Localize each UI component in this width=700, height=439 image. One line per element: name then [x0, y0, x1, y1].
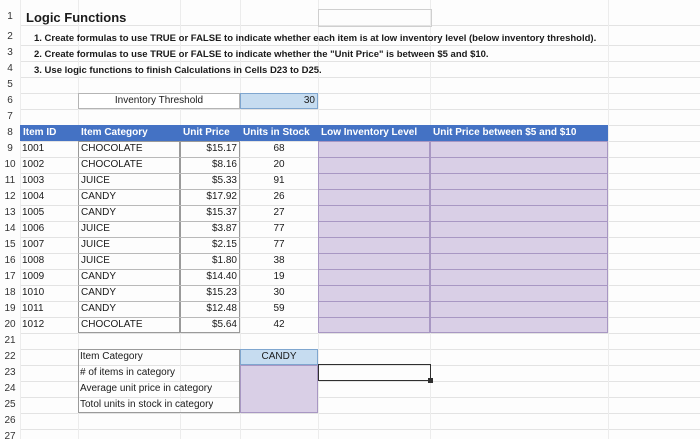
cell-unit-price[interactable]: $8.16: [211, 159, 237, 170]
cell-item-category[interactable]: CANDY: [81, 207, 117, 218]
row-number[interactable]: 10: [4, 159, 16, 170]
header-unit-price[interactable]: Unit Price: [180, 125, 240, 141]
row-gridline: [20, 333, 700, 334]
cell-units-in-stock[interactable]: 77: [273, 239, 285, 250]
row-number[interactable]: 20: [4, 319, 16, 330]
calc-label-average[interactable]: Average unit price in category: [80, 383, 213, 394]
cell-unit-price[interactable]: $3.87: [211, 223, 237, 234]
table-row-separator: [318, 285, 430, 286]
header-item-id[interactable]: Item ID: [20, 125, 78, 141]
row-number[interactable]: 5: [7, 79, 13, 90]
cell-units-in-stock[interactable]: 30: [273, 287, 285, 298]
table-row-separator: [180, 189, 240, 190]
cell-unit-price[interactable]: $5.64: [211, 319, 237, 330]
row-number[interactable]: 1: [7, 11, 13, 22]
table-row-separator: [430, 173, 608, 174]
calc-label-category[interactable]: Item Category: [80, 351, 143, 362]
cell-item-id[interactable]: 1003: [22, 175, 45, 186]
threshold-value: 30: [303, 95, 315, 106]
table-row-separator: [318, 189, 430, 190]
table-row-separator: [318, 317, 430, 318]
table-row-separator: [180, 269, 240, 270]
row-number[interactable]: 25: [4, 399, 16, 410]
cell-unit-price[interactable]: $12.48: [206, 303, 237, 314]
cell-units-in-stock[interactable]: 68: [273, 143, 285, 154]
cell-units-in-stock[interactable]: 91: [273, 175, 285, 186]
table-row-separator: [430, 301, 608, 302]
cell-item-category[interactable]: CHOCOLATE: [81, 159, 143, 170]
calculation-answer-range[interactable]: [240, 365, 318, 413]
table-row-separator: [318, 205, 430, 206]
sheet-title[interactable]: Logic Functions: [26, 10, 127, 25]
active-cell-selection[interactable]: [318, 364, 431, 381]
threshold-label-cell[interactable]: [78, 93, 240, 109]
row-number[interactable]: 23: [4, 367, 16, 378]
table-row-separator: [430, 189, 608, 190]
cell-item-id[interactable]: 1009: [22, 271, 45, 282]
row-gridline: [20, 429, 700, 430]
category-input-value: CANDY: [261, 351, 297, 362]
table-row-separator: [78, 317, 180, 318]
row-number[interactable]: 4: [7, 63, 13, 74]
row-number[interactable]: 2: [7, 31, 13, 42]
table-row-separator: [318, 253, 430, 254]
table-row-separator: [78, 173, 180, 174]
table-row-separator: [430, 221, 608, 222]
cell-item-category[interactable]: JUICE: [81, 223, 110, 234]
cell-item-id[interactable]: 1012: [22, 319, 45, 330]
header-price-between[interactable]: Unit Price between $5 and $10: [430, 125, 608, 141]
table-row-separator: [180, 301, 240, 302]
cell-units-in-stock[interactable]: 42: [273, 319, 285, 330]
cell-units-in-stock[interactable]: 38: [273, 255, 285, 266]
cell-units-in-stock[interactable]: 59: [273, 303, 285, 314]
cell-units-in-stock[interactable]: 19: [273, 271, 285, 282]
calc-label-total[interactable]: Totol units in stock in category: [80, 399, 214, 410]
table-row-separator: [430, 285, 608, 286]
table-row-separator: [180, 317, 240, 318]
row-gridline: [20, 413, 700, 414]
calc-label-count[interactable]: # of items in category: [80, 367, 176, 378]
row-gridline: [20, 109, 700, 110]
header-low-inventory[interactable]: Low Inventory Level: [318, 125, 430, 141]
cell-unit-price[interactable]: $15.23: [206, 287, 237, 298]
cell-item-id[interactable]: 1002: [22, 159, 45, 170]
table-row-separator: [180, 205, 240, 206]
instruction-2[interactable]: 2. Create formulas to use TRUE or FALSE to indicate whether the "Unit Price" is between $5 and $10.: [34, 49, 489, 60]
cell-item-id[interactable]: 1010: [22, 287, 45, 298]
table-row-separator: [78, 221, 180, 222]
cell-item-id[interactable]: 1001: [22, 143, 45, 154]
table-row-separator: [78, 285, 180, 286]
row-number[interactable]: 13: [4, 207, 16, 218]
row-number[interactable]: 3: [7, 47, 13, 58]
row-number[interactable]: 12: [4, 191, 16, 202]
cell-item-category[interactable]: JUICE: [81, 239, 110, 250]
table-row-separator: [78, 205, 180, 206]
row-number[interactable]: 22: [4, 351, 16, 362]
category-input-cell[interactable]: [240, 349, 318, 365]
table-row-separator: [318, 269, 430, 270]
cell-item-category[interactable]: CANDY: [81, 191, 117, 202]
row-number[interactable]: 15: [4, 239, 16, 250]
table-row-separator: [78, 157, 180, 158]
table-row-separator: [318, 173, 430, 174]
cell-item-id[interactable]: 1008: [22, 255, 45, 266]
table-row-separator: [430, 269, 608, 270]
cell-units-in-stock[interactable]: 20: [273, 159, 285, 170]
cell-item-id[interactable]: 1005: [22, 207, 45, 218]
cell-item-category[interactable]: CANDY: [81, 303, 117, 314]
threshold-value-cell[interactable]: [240, 93, 318, 109]
table-row-separator: [318, 237, 430, 238]
row-number[interactable]: 14: [4, 223, 16, 234]
table-row-separator: [180, 221, 240, 222]
cell-item-category[interactable]: CANDY: [81, 271, 117, 282]
row-number[interactable]: 19: [4, 303, 16, 314]
cell-item-id[interactable]: 1006: [22, 223, 45, 234]
table-row-separator: [180, 237, 240, 238]
cell-item-id[interactable]: 1007: [22, 239, 45, 250]
table-row-separator: [318, 157, 430, 158]
table-row-separator: [318, 221, 430, 222]
row-number[interactable]: 7: [7, 111, 13, 122]
cell-unit-price[interactable]: $17.92: [206, 191, 237, 202]
table-row-separator: [78, 269, 180, 270]
threshold-label: Inventory Threshold: [114, 95, 204, 106]
row-number[interactable]: 8: [7, 127, 13, 138]
fill-handle[interactable]: [428, 378, 433, 383]
table-row-separator: [180, 285, 240, 286]
header-item-category[interactable]: Item Category: [78, 125, 180, 141]
cell-units-in-stock[interactable]: 27: [273, 207, 285, 218]
table-row-separator: [78, 301, 180, 302]
cell-unit-price[interactable]: $15.17: [206, 143, 237, 154]
table-row-separator: [78, 189, 180, 190]
column-divider: [20, 0, 21, 439]
row-number[interactable]: 6: [7, 95, 13, 106]
row-number[interactable]: 26: [4, 415, 16, 426]
cell-unit-price[interactable]: $2.15: [211, 239, 237, 250]
table-row-separator: [180, 173, 240, 174]
table-row-separator: [78, 237, 180, 238]
table-row-separator: [180, 157, 240, 158]
table-row-separator: [430, 317, 608, 318]
cell-unit-price[interactable]: $14.40: [206, 271, 237, 282]
row-number[interactable]: 16: [4, 255, 16, 266]
cell-item-category[interactable]: CHOCOLATE: [81, 143, 143, 154]
column-divider: [608, 0, 609, 439]
table-row-separator: [430, 253, 608, 254]
row-number[interactable]: 18: [4, 287, 16, 298]
row-number[interactable]: 21: [4, 335, 16, 346]
cell-unit-price[interactable]: $5.33: [211, 175, 237, 186]
row-number[interactable]: 17: [4, 271, 16, 282]
cell-item-category[interactable]: JUICE: [81, 255, 110, 266]
instruction-1[interactable]: 1. Create formulas to use TRUE or FALSE to indicate whether each item is at low inventory level (below inventory threshold).: [34, 33, 597, 44]
cell-item-id[interactable]: 1011: [22, 303, 44, 314]
cell-item-category[interactable]: JUICE: [81, 175, 110, 186]
cell-units-in-stock[interactable]: 77: [273, 223, 285, 234]
cell-unit-price[interactable]: $1.80: [211, 255, 237, 266]
table-row-separator: [78, 253, 180, 254]
row-number[interactable]: 24: [4, 383, 16, 394]
table-row-separator: [430, 157, 608, 158]
header-units-in-stock[interactable]: Units in Stock: [240, 125, 318, 141]
row-number[interactable]: 27: [4, 431, 16, 439]
instruction-3[interactable]: 3. Use logic functions to finish Calculations in Cells D23 to D25.: [34, 65, 322, 76]
cell-units-in-stock[interactable]: 26: [273, 191, 285, 202]
table-row-separator: [180, 253, 240, 254]
table-row-separator: [430, 237, 608, 238]
row-number[interactable]: 9: [7, 143, 13, 154]
cell-item-category[interactable]: CHOCOLATE: [81, 319, 143, 330]
row-number[interactable]: 11: [4, 175, 16, 186]
cell-item-category[interactable]: CANDY: [81, 287, 117, 298]
table-row-separator: [318, 301, 430, 302]
empty-cell-e1[interactable]: [318, 9, 432, 27]
table-row-separator: [430, 205, 608, 206]
cell-item-id[interactable]: 1004: [22, 191, 45, 202]
cell-unit-price[interactable]: $15.37: [206, 207, 237, 218]
